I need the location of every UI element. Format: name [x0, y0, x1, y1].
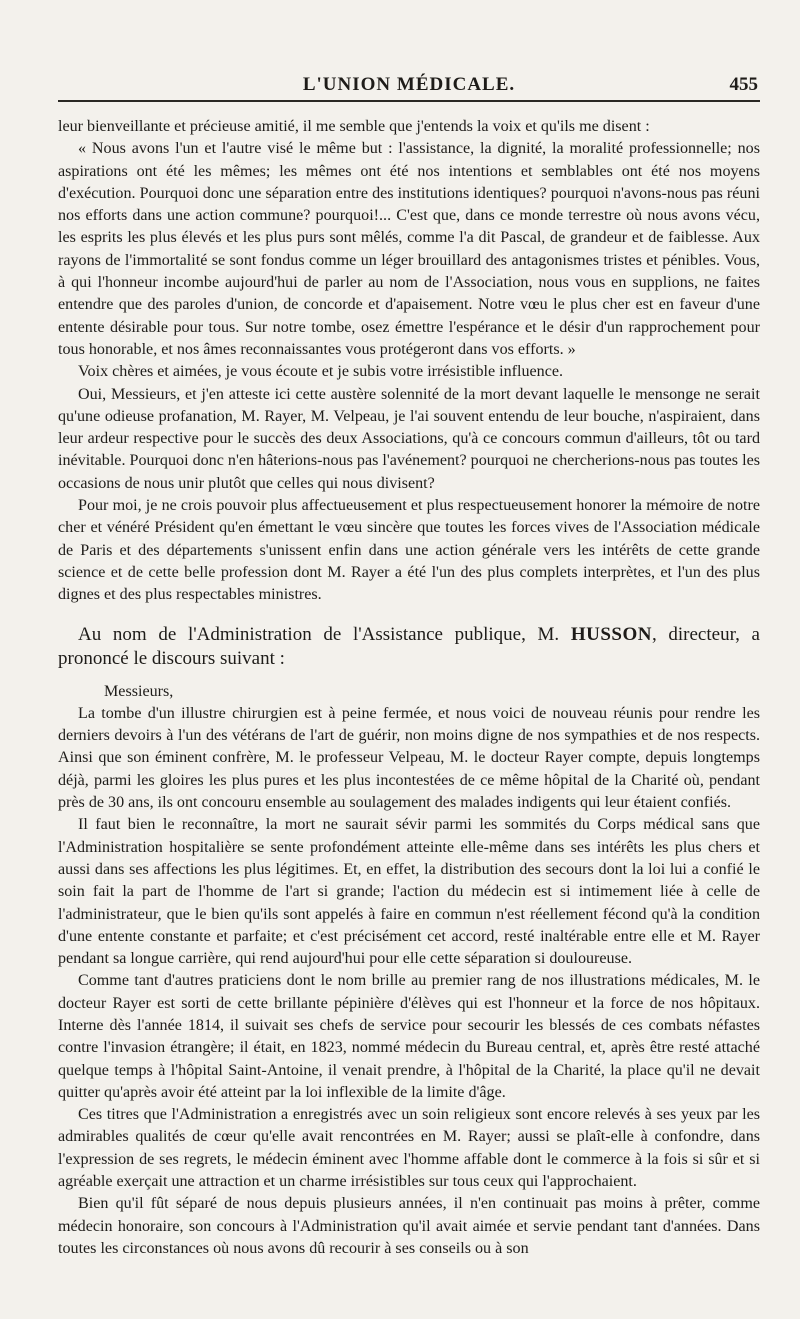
- page-header: [58, 70, 760, 102]
- paragraph: Ces titres que l'Administration a enregistrés avec un soin religieux sont encore relevés à ses yeux par les admirables qualités de cœur qu'elle avait rencontrées en M. Rayer; aussi se plaît-elle à confondre, dans l'expression de ses regrets, le médecin éminent avec l'homme affable dont le commerce à la fois si sûr et si agréable exerçait une attraction et un charme irrésistibles sur tous ceux qui l'approchaient.: [58, 1106, 760, 1191]
- speaker-name: HUSSON: [570, 623, 652, 645]
- paragraph: Bien qu'il fût séparé de nous depuis plusieurs années, il n'en continuait pas moins à prêter, comme médecin honoraire, son concours à l'Administration qu'il avait aimée et servie pendant tant d'années. Dans toutes les circonstances où nous avons dû recourir à ses conseils ou à son: [58, 1195, 760, 1257]
- paragraph: Il faut bien le reconnaître, la mort ne saurait sévir parmi les sommités du Corps médical sans que l'Administration hospitalière se sente profondément atteinte elle-même dans ses intérêts les plus chers et aussi dans ses affections les plus légitimes. Et, en effet, la distribution des secours dont la loi lui a confié le soin fait la part de l'homme de l'art si grande; l'action du médecin est si intimement liée à celle de l'administrateur, que le bien qu'ils sont appelés à faire en commun n'est réellement fécond qu'à la condition d'une entente constante et parfaite; et c'est précisément cet accord, resté inaltérable entre elle et M. Rayer pendant sa longue carrière, qui rend aujourd'hui pour elle cette séparation si douloureuse.: [58, 816, 760, 968]
- page-number: 455: [729, 74, 758, 95]
- paragraph: Voix chères et aimées, je vous écoute et je subis votre irrésistible influence.: [78, 363, 564, 381]
- paragraph: La tombe d'un illustre chirurgien est à peine fermée, et nous voici de nouveau réunis pour rendre les derniers devoirs à l'un des vétérans de l'art de guérir, non moins digne de nos sympathies et de nos respects. Ainsi que son éminent confrère, M. le professeur Velpeau, M. le docteur Rayer compte, depuis longtemps déjà, parmi les gloires les plus pures et les plus incontestées de ce même hôpital de la Charité où, pendant près de 30 ans, ils ont concouru ensemble au soulagement des malades indigents qui leur étaient confiés.: [58, 704, 760, 812]
- paragraph: leur bienveillante et précieuse amitié, il me semble que j'entends la voix et qu'ils me disent :: [58, 118, 650, 135]
- body-text: [58, 116, 760, 1260]
- paragraph: Oui, Messieurs, et j'en atteste ici cette austère solennité de la mort devant laquelle le mensonge ne serait qu'une odieuse profanation, M. Rayer, M. Velpeau, je l'ai souvent entendu de leur bouche, n'aspiraient, dans leur ardeur respective pour le succès des deux Associations, qu'à ce concours commun d'ailleurs, tôt ou tard inévitable. Pourquoi donc n'en hâterions-nous pas l'avénement? pourquoi ne chercherions-nous pas toutes les occasions de nous unir plutôt que celles qui nous divisent?: [58, 385, 760, 492]
- section-heading-intro: Au nom de l'Administration de l'Assistance publique, M.: [78, 623, 571, 645]
- paragraph: « Nous avons l'un et l'autre visé le même but : l'assistance, la dignité, la moralité professionnelle; nos aspirations ont été les mêmes; les mêmes ont été nos intentions et semblables ont été nos moyens d'exécution. Pourquoi donc une séparation entre des institutions identiques? pourquoi n'avons-nous pas réuni nos efforts dans une action commune? pourquoi!... C'est que, dans ce monde terrestre où nous avons vécu, les esprits les plus élevés et les plus purs sont mêlés, comme l'a dit Pascal, de grandeur et de faiblesse. Aux rayons de l'immortalité se sont fondus comme un léger brouillard des antagonismes tristes et pénibles. Vous, à qui l'honneur incombe aujourd'hui de parler au nom de l'Association, nous vous en supplions, ne faites entendre que des paroles d'union, de concorde et d'apaisement. Notre vœu le plus cher est en faveur d'une entente désirable pour tous. Sur notre tombe, osez émettre l'espérance et le désir d'un rapprochement pour tous honorable, et nos âmes reconnaissantes vous protégeront dans vos efforts. »: [58, 140, 760, 358]
- paragraph: Pour moi, je ne crois pouvoir plus affectueusement et plus respectueusement honorer la mémoire de notre cher et vénéré Président qu'en émettant le vœu sincère que toutes les forces vives de l'Association médicale de Paris et des départements s'unissent enfin dans une action générale vers les intérêts de cette grande science et de cette belle profession dont M. Rayer a été l'un des plus complets interprètes, et l'un des plus dignes et des plus respectables ministres.: [58, 497, 760, 604]
- section-heading-outro: , directeur, a prononcé le discours suivant :: [58, 623, 760, 669]
- running-title: L'UNION MÉDICALE.: [302, 74, 516, 95]
- salutation: Messieurs,: [104, 682, 174, 700]
- section-heading: [58, 623, 760, 671]
- paragraph: Comme tant d'autres praticiens dont le nom brille au premier rang de nos illustrations médicales, M. le docteur Rayer est sorti de cette brillante pépinière d'élèves qui est l'honneur et la force de nos hôpitaux. Interne dès l'année 1814, il suivait ses chefs de service pour secourir les blessés de ces combats néfastes contre l'invasion étrangère; il était, en 1823, nommé médecin du Bureau central, et, après être resté attaché quelque temps à l'hôpital Saint-Antoine, il venait prendre, à l'hôpital de la Charité, la place qu'il ne devait quitter qu'après avoir été atteint par la loi inflexible de la limite d'âge.: [58, 972, 760, 1101]
